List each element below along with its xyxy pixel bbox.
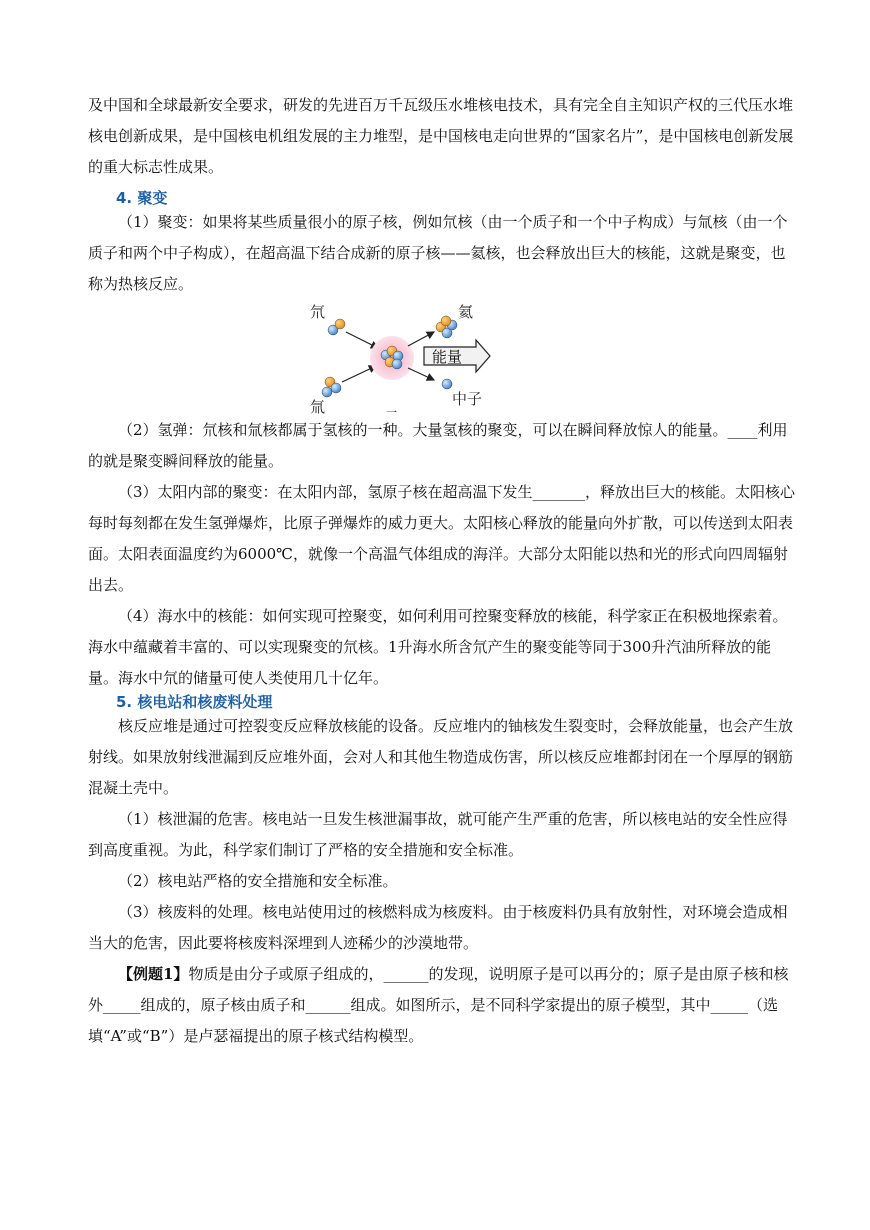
helium-label: 氦 bbox=[458, 303, 474, 321]
nuclear-waste-paragraph: （3）核废料的处理。核电站使用过的核燃料成为核废料。由于核废料仍具有放射性，对环境会造成相当大的危害，因此要将核废料深埋到人迹稀少的沙漠地带。 bbox=[88, 903, 788, 952]
energy-label: 能量 bbox=[432, 348, 463, 366]
arrow-helium-out bbox=[408, 332, 434, 346]
intro-paragraph: 及中国和全球最新安全要求，研发的先进百万千瓦级压水堆核电技术，具有完全自主知识产权的三代压水堆核电创新成果，是中国核电机组发展的主力堆型，是中国核电走向世界的“国家名片”，是中国核电创新发展的重大标志性成果。 bbox=[88, 96, 794, 176]
fusion-diagram bbox=[300, 300, 520, 418]
figure-caption-mark: 一 bbox=[386, 406, 397, 418]
deuterium-label: 氘 bbox=[310, 303, 326, 321]
helium-nucleus bbox=[436, 316, 457, 338]
safety-standards-paragraph: （2）核电站严格的安全措施和安全标准。 bbox=[118, 872, 398, 890]
fusion-definition-paragraph: （1）聚变：如果将某些质量很小的原子核，例如氘核（由一个质子和一个中子构成）与氚核（由一个质子和两个中子构成），在超高温下结合成新的原子核——氦核，也会释放出巨大的核能，这就是聚变，也称为热核反应。 bbox=[88, 213, 788, 293]
reactor-paragraph: 核反应堆是通过可控裂变反应释放核能的设备。反应堆内的铀核发生裂变时，会释放能量，也会产生放射线。如果放射线泄漏到反应堆外面，会对人和其他生物造成伤害，所以核反应堆都封闭在一个厚厚的钢筋混凝土壳中。 bbox=[88, 717, 794, 797]
arrow-neutron-out bbox=[408, 368, 434, 380]
seawater-energy-paragraph: （4）海水中的核能：如何实现可控聚变，如何利用可控聚变释放的核能，科学家正在积极地探索着。海水中蕴藏着丰富的、可以实现聚变的氘核。1升海水所含氘产生的聚变能等同于300升汽油所释放的能量。海水中氘的储量可使人类使用几十亿年。 bbox=[88, 607, 788, 687]
solar-fusion-paragraph: （3）太阳内部的聚变：在太阳内部，氢原子核在超高温下发生_______，释放出巨大的核能。太阳核心每时每刻都在发生氢弹爆炸，比原子弹爆炸的威力更大。太阳核心释放的能量向外扩散，可以传送到太阳表面。太阳表面温度约为6000℃，就像一个高温气体组成的海洋。大部分太阳能以热和光的形式向四周辐射出去。 bbox=[88, 483, 796, 594]
arrow-tritium-in bbox=[342, 366, 376, 382]
neutron-label: 中子 bbox=[452, 390, 483, 408]
section-5-heading: 5. 核电站和核废料处理 bbox=[116, 693, 273, 711]
neutron-particle bbox=[442, 379, 452, 389]
hydrogen-bomb-paragraph: （2）氢弹：氘核和氚核都属于氢核的一种。大量氢核的聚变，可以在瞬间释放惊人的能量。____利用的就是聚变瞬间释放的能量。 bbox=[88, 421, 788, 470]
tritium-nucleus bbox=[322, 377, 341, 397]
tritium-label: 氚 bbox=[310, 398, 326, 416]
example-question bbox=[88, 959, 800, 1052]
deuterium-nucleus bbox=[328, 319, 345, 335]
example-text: 物质是由分子或原子组成的，______的发现，说明原子是可以再分的；原子是由原子核和核外_____组成的，原子核由质子和______组成。如图所示，是不同科学家提出的原子模型，其中_____（选填“A”或“B”）是卢瑟福提出的原子核式结构模型。 bbox=[88, 965, 789, 1045]
example-label: 【例题1】 bbox=[118, 965, 189, 983]
leak-hazard-paragraph: （1）核泄漏的危害。核电站一旦发生核泄漏事故，就可能产生严重的危害，所以核电站的安全性应得到高度重视。为此，科学家们制订了严格的安全措施和安全标准。 bbox=[88, 810, 788, 859]
arrow-deuterium-in bbox=[346, 332, 378, 348]
section-4-heading: 4. 聚变 bbox=[116, 189, 168, 207]
